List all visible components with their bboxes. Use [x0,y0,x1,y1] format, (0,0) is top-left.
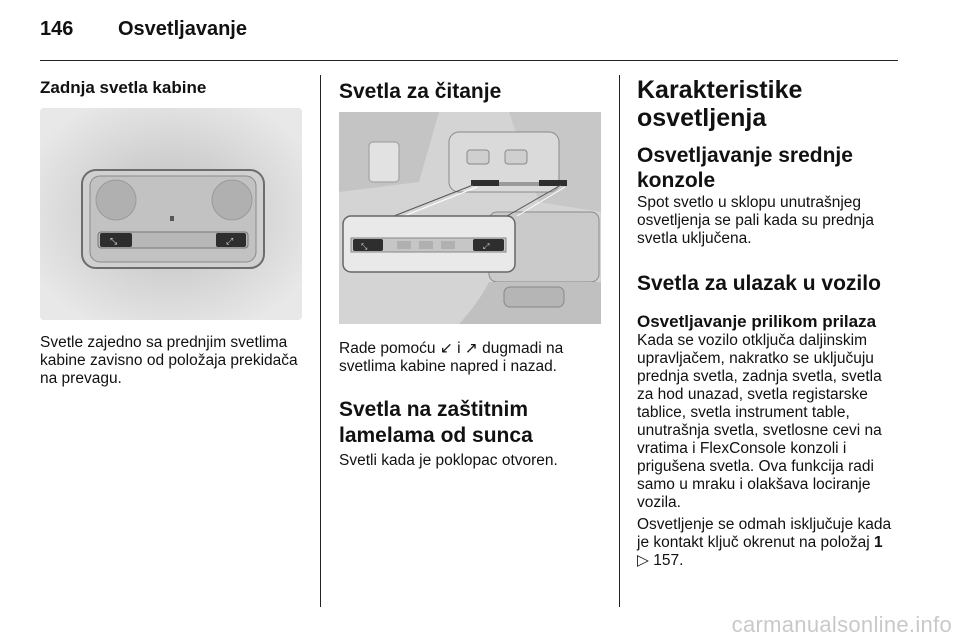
text-line: Kada se vozilo otključa daljinskim [637,332,868,349]
entry-lights-heading: Svetla za ulazak u vozilo [637,272,881,295]
heading-line: konzole [637,169,716,192]
page-title: Osvetljavanje [118,18,247,40]
reading-lights-text [339,340,614,376]
text-line: Svetle zajedno sa prednjim svetlima [40,334,288,351]
sun-visor-lights-heading [339,397,533,449]
column-divider-2 [619,75,620,607]
reading-light-figure [339,112,601,324]
page-reference-link[interactable]: 157. [653,552,684,569]
text-fragment: i [452,340,465,357]
text-line: kabine zavisno od položaja prekidača [40,352,298,369]
watermark: carmanualsonline.info [731,612,952,637]
text-line [637,552,891,570]
rear-cabin-lights-heading: Zadnja svetla kabine [40,78,207,97]
lighting-features-heading [637,76,802,132]
text-line: vozila. [637,494,681,511]
rear-cabin-lights-text [40,334,315,388]
page-number: 146 [40,18,74,40]
center-console-lighting-text [637,194,874,248]
text-line: samo u mraku i olakšava lociranje [637,476,871,493]
approach-lighting-off-text [637,516,891,570]
approach-lighting-heading: Osvetljavanje prilikom prilaza [637,312,877,331]
svg-text:⤡: ⤡ [110,237,118,247]
text-line [339,340,614,358]
text-line: za hod unazad, svetla registarske [637,386,868,403]
heading-line: osvetljenja [637,104,767,132]
rear-cabin-light-illustration [40,108,302,320]
heading-line: Osvetljavanje srednje [637,144,853,167]
text-line: svetla uključena. [637,230,752,247]
text-line: na prevagu. [40,370,122,387]
ignition-position-value: 1 [873,534,883,551]
heading-line: Karakteristike [637,76,803,104]
approach-lighting-text [637,332,882,512]
text-line: Spot svetlo u sklopu unutrašnjeg [637,194,862,211]
text-line: Osvetljenje se odmah isključuje kada [637,516,892,533]
text-line [637,534,891,552]
svg-text:⤢: ⤢ [226,237,234,247]
rear-reading-light-icon: ↗ [464,340,478,357]
text-line: unutrašnja svetla, svetlosne cevi na [637,422,882,439]
header-rule [40,60,898,61]
center-console-lighting-heading [637,143,853,193]
svg-text:⤡: ⤡ [361,242,368,251]
reading-light-illustration [339,112,601,324]
heading-line: lamelama od sunca [339,424,533,447]
text-line: svetlima kabine napred i nazad. [339,358,557,375]
text-fragment: je kontakt ključ okrenut na položaj [637,534,874,551]
text-fragment: Rade pomoću [339,340,440,357]
text-fragment: dugmadi na [477,340,564,357]
text-line: prigušena svetla. Ova funkcija radi [637,458,874,475]
sun-visor-lights-text: Svetli kada je poklopac otvoren. [339,452,558,469]
page-reference-icon[interactable]: ▷ [637,552,649,569]
column-divider-1 [320,75,321,607]
text-line: prednja svetla, zadnja svetla, svetla [637,368,882,385]
reading-lights-heading: Svetla za čitanje [339,80,502,103]
rear-cabin-light-figure [40,108,302,320]
text-line: upravljačem, nakratko se uključuju [637,350,874,367]
text-line: vratima i FlexConsole konzoli i [637,440,847,457]
heading-line: Svetla na zaštitnim [339,398,529,421]
front-reading-light-icon: ↙ [439,340,453,357]
svg-text:⤢: ⤢ [483,242,490,251]
text-line: tablice, svetla instrument table, [637,404,850,421]
text-line: osvetljenja se pali kada su prednja [637,212,874,229]
